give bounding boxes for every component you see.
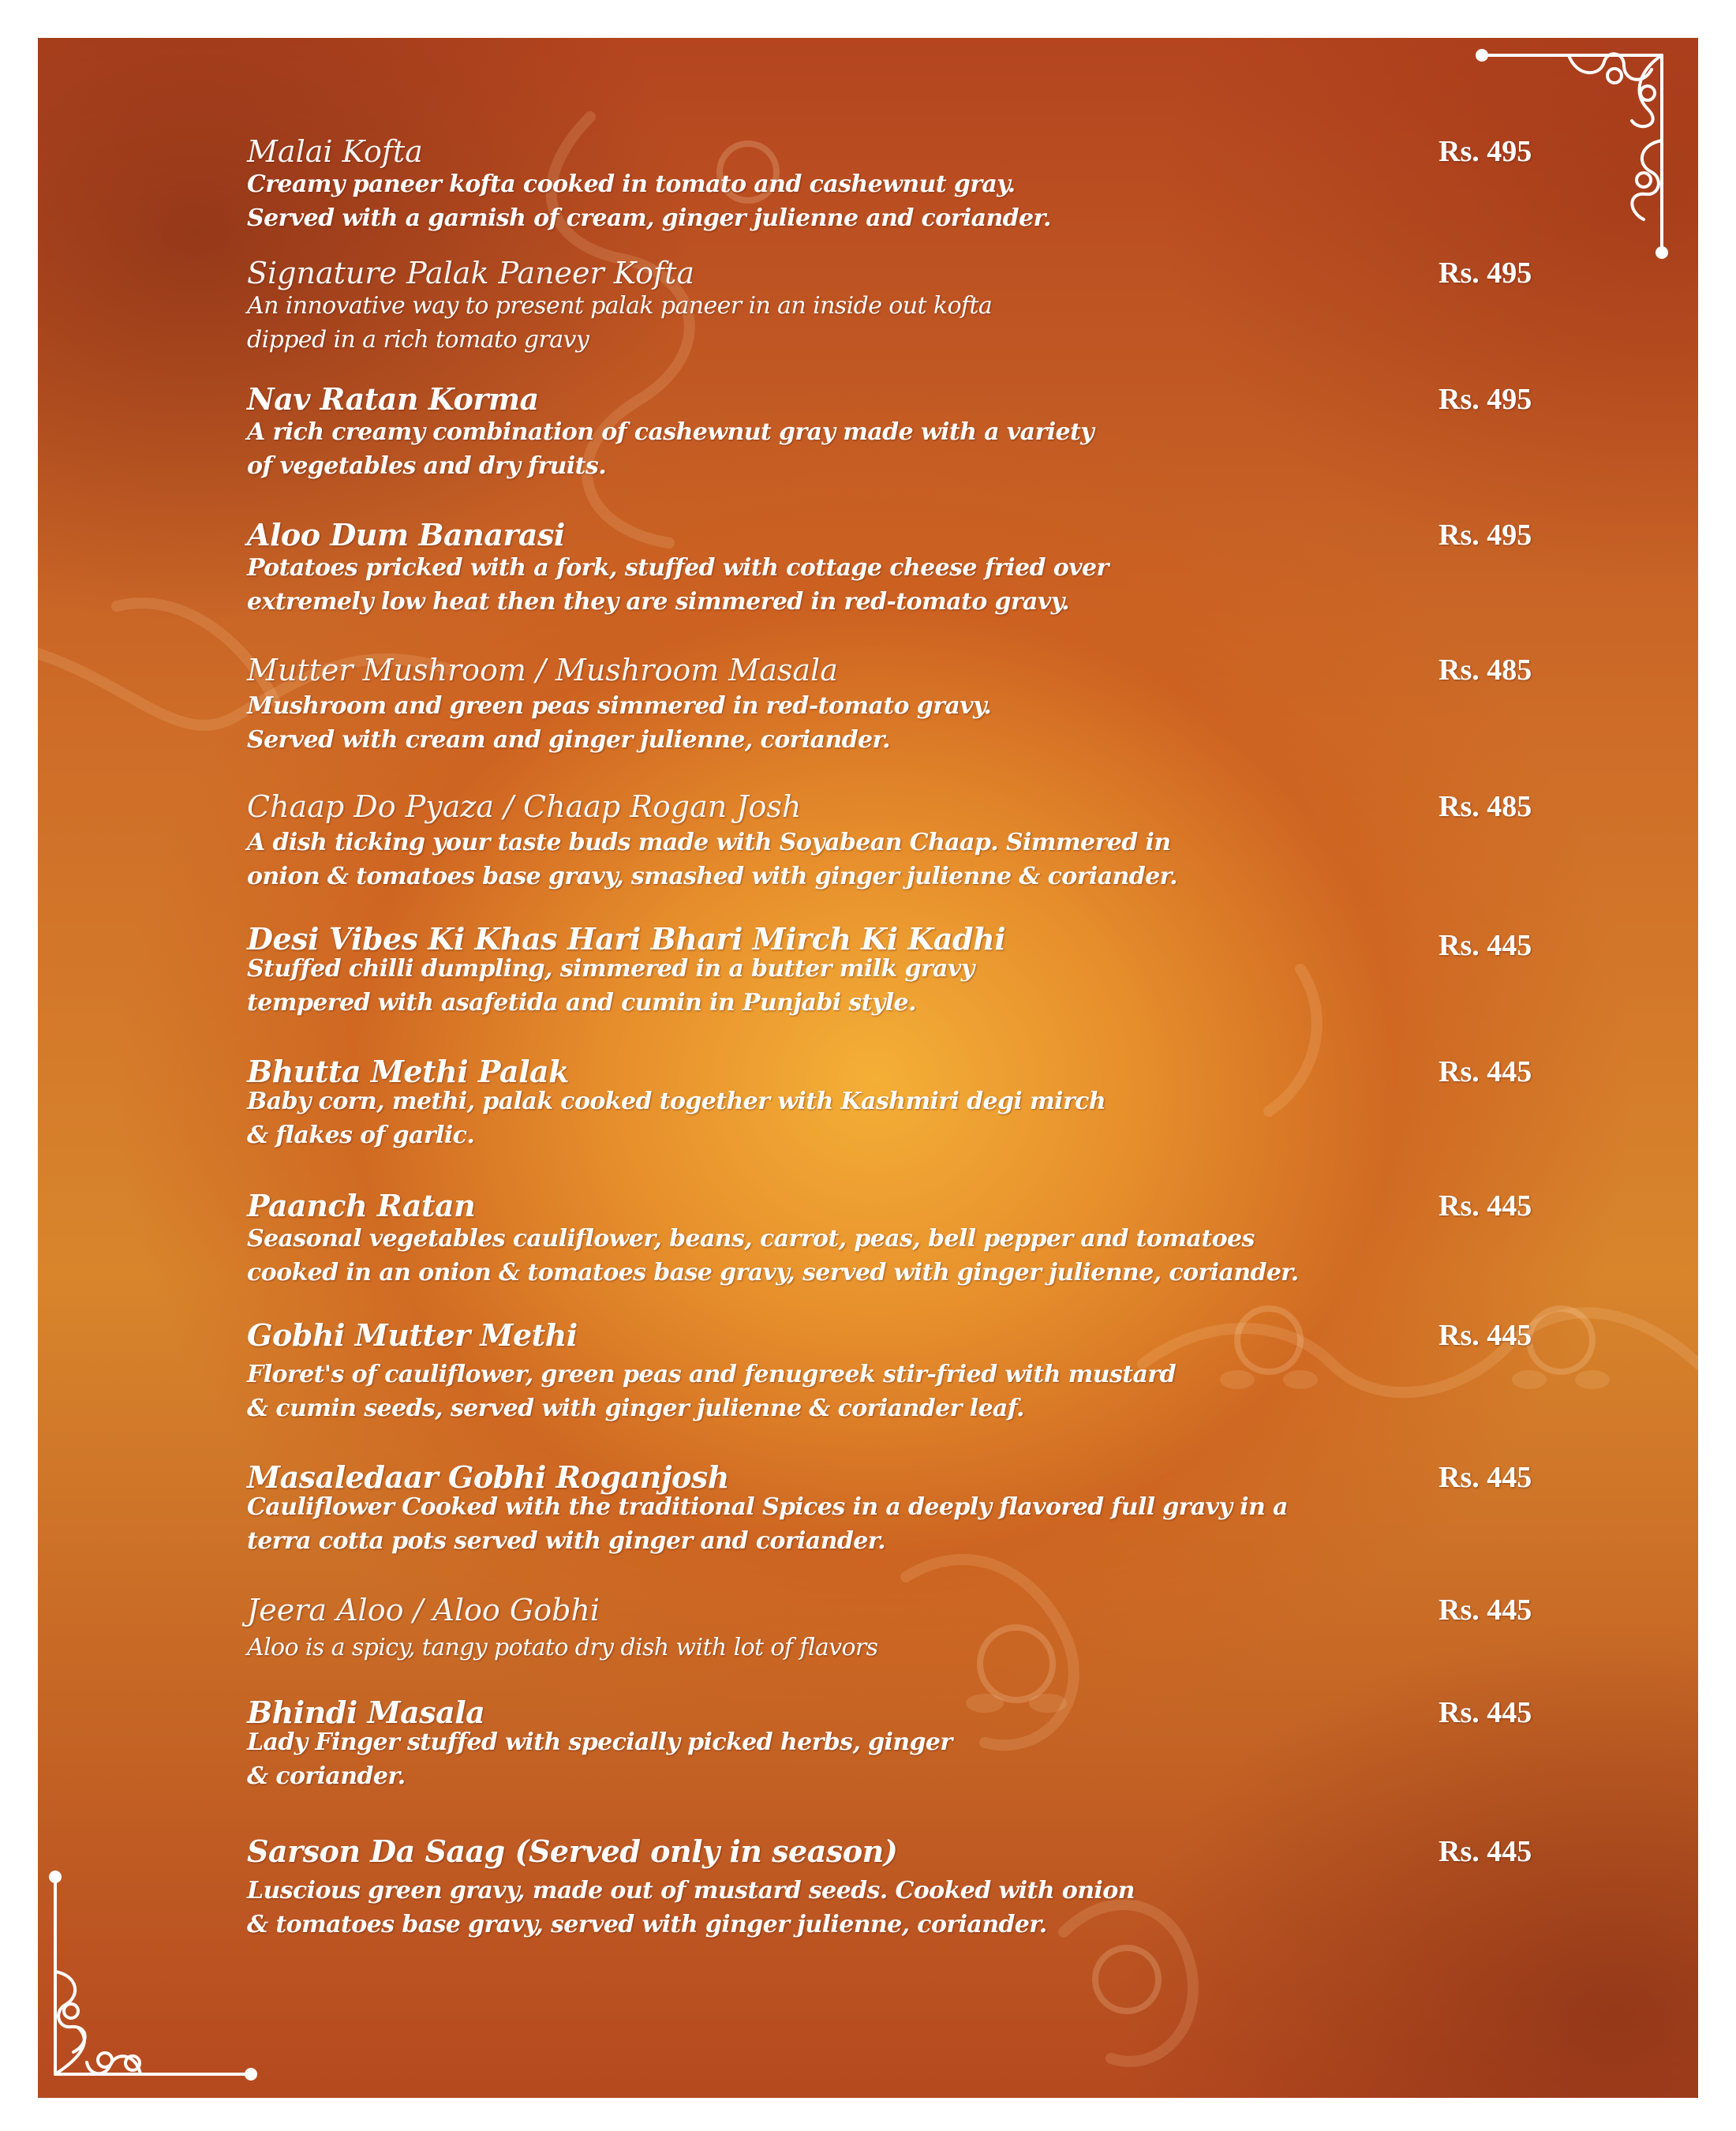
item-description — [247, 689, 1352, 757]
item-price: Rs. 485 — [1439, 790, 1532, 823]
item-name: Sarson Da Saag (Served only in season) — [247, 1833, 898, 1869]
item-price: Rs. 495 — [1439, 135, 1532, 168]
item-description — [247, 1358, 1352, 1425]
item-description-line: Served with a garnish of cream, ginger julienne and coriander. — [247, 204, 1051, 232]
item-description-line: A dish ticking your taste buds made with Soyabean Chaap. Simmered in — [247, 829, 1171, 856]
item-name: Chaap Do Pyaza / Chaap Rogan Josh — [247, 789, 802, 824]
item-description-line: Mushroom and green peas simmered in red-tomato gravy. — [247, 692, 992, 720]
item-description — [247, 415, 1352, 483]
item-description-line: Luscious green gravy, made out of mustard seeds. Cooked with onion — [247, 1877, 1135, 1904]
bottom-left-corner-ornament-icon — [38, 1853, 282, 2090]
item-price: Rs. 445 — [1439, 1055, 1532, 1088]
item-name: Malai Kofta — [247, 134, 423, 169]
item-price: Rs. 495 — [1439, 257, 1532, 290]
item-description-line: & coriander. — [247, 1762, 406, 1790]
item-description — [247, 551, 1352, 619]
item-price: Rs. 495 — [1439, 519, 1532, 552]
item-name: Aloo Dum Banarasi — [247, 517, 565, 552]
item-name: Bhutta Methi Palak — [247, 1054, 569, 1089]
item-description — [247, 952, 1352, 1020]
item-description-line: & tomatoes base gravy, served with ginger julienne, coriander. — [247, 1911, 1047, 1938]
item-name: Desi Vibes Ki Khas Hari Bhari Mirch Ki Kadhi — [247, 921, 1006, 957]
item-description-line: Seasonal vegetables cauliflower, beans, carrot, peas, bell pepper and tomatoes — [247, 1225, 1255, 1253]
item-description-line: An innovative way to present palak paneer in an inside out kofta — [247, 292, 993, 320]
item-description-line: & cumin seeds, served with ginger julienne & coriander leaf. — [247, 1395, 1024, 1422]
item-description-line: dipped in a rich tomato gravy — [247, 326, 589, 354]
item-description — [247, 289, 1352, 357]
item-description — [247, 167, 1352, 235]
item-description-line: of vegetables and dry fruits. — [247, 452, 607, 480]
item-description — [247, 1222, 1352, 1290]
item-description-line: Stuffed chilli dumpling, simmered in a butter milk gravy — [247, 955, 975, 983]
item-name: Nav Ratan Korma — [247, 381, 539, 417]
item-description — [247, 1631, 1352, 1665]
item-description-line: Served with cream and ginger julienne, coriander. — [247, 726, 890, 754]
item-price: Rs. 445 — [1439, 1189, 1532, 1223]
item-description-line: tempered with asafetida and cumin in Punjabi style. — [247, 989, 916, 1017]
item-description-line: & flakes of garlic. — [247, 1122, 475, 1149]
item-name: Jeera Aloo / Aloo Gobhi — [247, 1593, 600, 1627]
item-price: Rs. 445 — [1439, 1594, 1532, 1627]
item-description-line: Floret's of cauliflower, green peas and fenugreek stir-fried with mustard — [247, 1361, 1176, 1388]
item-description-line: Creamy paneer kofta cooked in tomato and cashewnut gray. — [247, 170, 1016, 198]
item-price: Rs. 445 — [1439, 1835, 1532, 1868]
item-description-line: terra cotta pots served with ginger and coriander. — [247, 1527, 886, 1555]
item-description-line: cooked in an onion & tomatoes base gravy, served with ginger julienne, coriander. — [247, 1259, 1299, 1286]
item-price: Rs. 495 — [1439, 383, 1532, 416]
item-description-line: onion & tomatoes base gravy, smashed with ginger julienne & coriander. — [247, 863, 1177, 890]
item-name: Paanch Ratan — [247, 1188, 476, 1223]
item-description-line: extremely low heat then they are simmered in red-tomato gravy. — [247, 588, 1069, 616]
item-name: Gobhi Mutter Methi — [247, 1317, 578, 1353]
item-name: Signature Palak Paneer Kofta — [247, 256, 694, 290]
item-description — [247, 826, 1352, 893]
item-name: Mutter Mushroom / Mushroom Masala — [247, 653, 838, 687]
item-name: Masaledaar Gobhi Roganjosh — [247, 1459, 729, 1495]
item-description — [247, 1084, 1352, 1152]
item-price: Rs. 485 — [1439, 654, 1532, 687]
item-price: Rs. 445 — [1439, 929, 1532, 962]
item-price: Rs. 445 — [1439, 1696, 1532, 1729]
item-description-line: Baby corn, methi, palak cooked together with Kashmiri degi mirch — [247, 1088, 1106, 1115]
item-price: Rs. 445 — [1439, 1319, 1532, 1352]
item-description-line: A rich creamy combination of cashewnut gray made with a variety — [247, 418, 1094, 446]
item-name: Bhindi Masala — [247, 1695, 485, 1730]
item-description-line: Lady Finger stuffed with specially picked herbs, ginger — [247, 1728, 952, 1756]
item-description — [247, 1874, 1352, 1942]
item-description-line: Aloo is a spicy, tangy potato dry dish with lot of flavors — [247, 1634, 878, 1661]
menu-page — [38, 38, 1698, 2098]
item-description — [247, 1490, 1352, 1558]
item-description-line: Cauliflower Cooked with the traditional Spices in a deeply flavored full gravy in a — [247, 1493, 1288, 1521]
item-description-line: Potatoes pricked with a fork, stuffed with cottage cheese fried over — [247, 554, 1109, 582]
item-description — [247, 1725, 1352, 1793]
item-price: Rs. 445 — [1439, 1461, 1532, 1494]
